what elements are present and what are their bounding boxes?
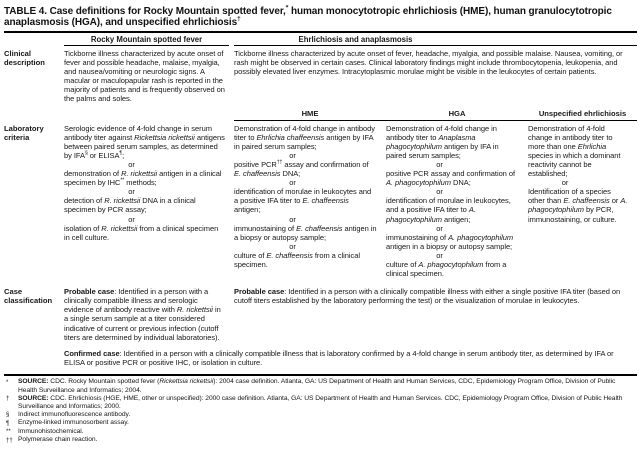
- sub-header-spacer: [4, 108, 64, 121]
- footnote-symbol: ††: [6, 437, 13, 444]
- footnote-text: SOURCE: CDC. Ehrlichiosis (HGE, HME, other or unspecified): 2000 case definition. Atlanta, GA: US Department of Health and Human Services. CDC, Epidemiology Program Office, Division of Public Health Surveillance and Informatics; 2000.: [18, 394, 623, 410]
- lab-criterion: Identification of a species other than E. chaffeensis or A. phagocytophilum by PCR, immunostaining, or culture.: [528, 187, 628, 224]
- clinical-rmsf-text: Tickborne illness characterized by acute onset of fever and possible headache, malaise, myalgia, and nausea/vomiting or neurologic signs. A macular or maculopapular rash is reported in the majority of patients and is frequently observed on the palms and soles.: [64, 49, 225, 104]
- footnote-symbol: ¶: [6, 420, 10, 427]
- or-separator: or: [289, 241, 296, 251]
- footnote-item: [5, 395, 635, 411]
- row-label-classification: Case classification: [4, 287, 53, 306]
- sub-header-hme: HME: [234, 108, 386, 121]
- footnote-symbol: **: [6, 429, 11, 436]
- footnote-item: [5, 428, 635, 437]
- laboratory-criteria-row: [4, 121, 637, 284]
- or-separator: or: [436, 223, 443, 233]
- or-separator: or: [128, 159, 135, 169]
- or-separator: or: [128, 187, 135, 197]
- probable-case-rmsf: Probable case: Identified in a person with a clinically compatible illness and serologic evidence of antibody reactive with R. rickettsii in a single serum sample at a titer considered indicative of current or previous infection (cutoff titers are determined by individual laboratories).: [64, 287, 221, 342]
- page-title: TABLE 4. Case definitions for Rocky Mountain spotted fever,* human monocytotropic ehrlichiosis (HME), human granulocytotropic anaplasmosis (HGA), and unspecified ehrlichiosis†: [4, 4, 612, 28]
- or-separator: or: [289, 150, 296, 160]
- footnote-item: [5, 411, 635, 420]
- footnote-symbol: §: [6, 412, 10, 419]
- footnote-text: SOURCE: CDC. Rocky Mountain spotted fever (Rickettsia rickettsii): 2004 case definition. Atlanta, GA: US Department of Health and Human Services, CDC, Epidemiology Program Office, Division of Public Health Surveillance and Informatics; 2004.: [18, 378, 616, 394]
- or-separator: or: [436, 187, 443, 197]
- sub-header-row: [4, 108, 637, 121]
- or-separator: or: [289, 214, 296, 224]
- row-label-clinical: Clinical description: [4, 49, 45, 68]
- lab-criterion: Demonstration of 4-fold change in antibody titer to Anaplasma phagocytophilum antigen by IFA in paired serum samples;: [386, 123, 499, 160]
- footnote-symbol: †: [6, 396, 10, 403]
- footnote-text: Immunohistochemical.: [18, 427, 84, 435]
- lab-criterion: culture of E. chaffeensis from a clinical specimen.: [234, 250, 360, 269]
- lab-criterion: positive PCR†† assay and confirmation of E. chaffeensis DNA;: [234, 159, 369, 179]
- lab-criterion: detection of R. rickettsii DNA in a clinical specimen by PCR assay;: [64, 196, 196, 215]
- col-header-ehrlichiosis-label: Ehrlichiosis and anaplasmosis: [298, 35, 413, 44]
- lab-hga-cell: [386, 124, 528, 279]
- row-label-laboratory: Laboratory criteria: [4, 123, 44, 142]
- clinical-ehrlichiosis-text: Tickborne illness characterized by acute onset of fever, headache, myalgia, and possible malaise. Nausea, vomiting, or rash might be observed in certain cases. Clinical laboratory findings might include thrombocytopenia, leukopenia, and possibly elevated liver enzymes. Intracytoplasmic morulae might be visible in the leukocytes of certain patients.: [234, 49, 623, 77]
- lab-criterion: demonstration of R. rickettsii antigen in a clinical specimen by IHC** methods;: [64, 169, 222, 188]
- footnote-text: Indirect immunofluorescence antibody.: [18, 410, 131, 418]
- lab-criterion: isolation of R. rickettsii from a clinical specimen in cell culture.: [64, 223, 219, 242]
- lab-unspecified-cell: [528, 124, 637, 279]
- sub-header-spacer-rmsf: [64, 108, 234, 121]
- or-separator: or: [436, 250, 443, 260]
- lab-criterion: Demonstration of 4-fold change in antibody titer to more than one Ehrlichia species in which a dominant reactivity cannot be established;: [528, 123, 621, 179]
- footnote-symbol: *: [6, 379, 9, 386]
- footnote-text: Polymerase chain reaction.: [18, 436, 98, 444]
- col-header-rmsf: Rocky Mountain spotted fever: [64, 33, 229, 46]
- lab-rmsf-cell: [64, 124, 234, 279]
- spanner-header-row: [4, 33, 637, 46]
- sub-header-hga: HGA: [386, 108, 528, 121]
- or-separator: or: [436, 159, 443, 169]
- lab-hme-cell: [234, 124, 386, 279]
- confirmed-case-text: Confirmed case: Identified in a person with a clinically compatible illness that is laboratory confirmed by a 4-fold change in serum antibody titer, as determined by IFA or ELISA or positive PCR or positive IHC, or isolation in culture.: [64, 348, 614, 367]
- sub-header-unspecified: Unspecified ehrlichiosis: [528, 108, 637, 121]
- or-separator: or: [289, 178, 296, 188]
- case-classification-row: [4, 283, 637, 342]
- clinical-description-row: [4, 46, 637, 108]
- lab-criterion: positive PCR assay and confirmation of A. phagocytophilum DNA;: [386, 169, 515, 188]
- lab-criterion: immunostaining of E. chaffeensis antigen in a biopsy or autopsy sample;: [234, 223, 377, 242]
- lab-criterion: Demonstration of 4-fold change in antibody titer to Ehrlichia chaffeensis antigen by IFA in paired serum samples;: [234, 123, 375, 151]
- or-separator: or: [561, 178, 569, 188]
- footnote-item: [5, 378, 635, 394]
- confirmed-spacer: [4, 349, 64, 367]
- footnote-text: Enzyme-linked immunosorbent assay.: [18, 419, 129, 427]
- lab-criterion: identification of morulae in leukocytes, and a positive IFA titer to A. phagocytophilum antigen;: [386, 196, 511, 224]
- footnote-item: [5, 419, 635, 428]
- lab-criterion: identification of morulae in leukocytes and a positive IFA titer to E. chaffeensis antigen;: [234, 187, 372, 215]
- confirmed-case-row: [4, 342, 637, 369]
- col-header-ehrlichiosis: [234, 33, 637, 46]
- lab-criterion: immunostaining of A. phagocytophilum antigen in a biopsy or autopsy sample;: [386, 232, 514, 251]
- lab-criterion: culture of A. phagocytophilum from a clinical specimen.: [386, 259, 507, 279]
- footnotes: [4, 376, 637, 445]
- or-separator: or: [128, 214, 135, 224]
- header-spacer: [4, 33, 64, 46]
- lab-criterion: Serologic evidence of 4-fold change in serum antibody titer against Rickettsia rickettsii antigens between paired serum samples, as determined by IFA§ or ELISA¶;: [64, 123, 225, 160]
- probable-case-ehrlichiosis: Probable case: Identified in a person with a clinically compatible illness with either a single positive IFA titer (based on cutoff titers established by the laboratory performing the test) or the visualization of morulae in leukocytes.: [234, 287, 621, 306]
- footnote-item: [5, 436, 635, 445]
